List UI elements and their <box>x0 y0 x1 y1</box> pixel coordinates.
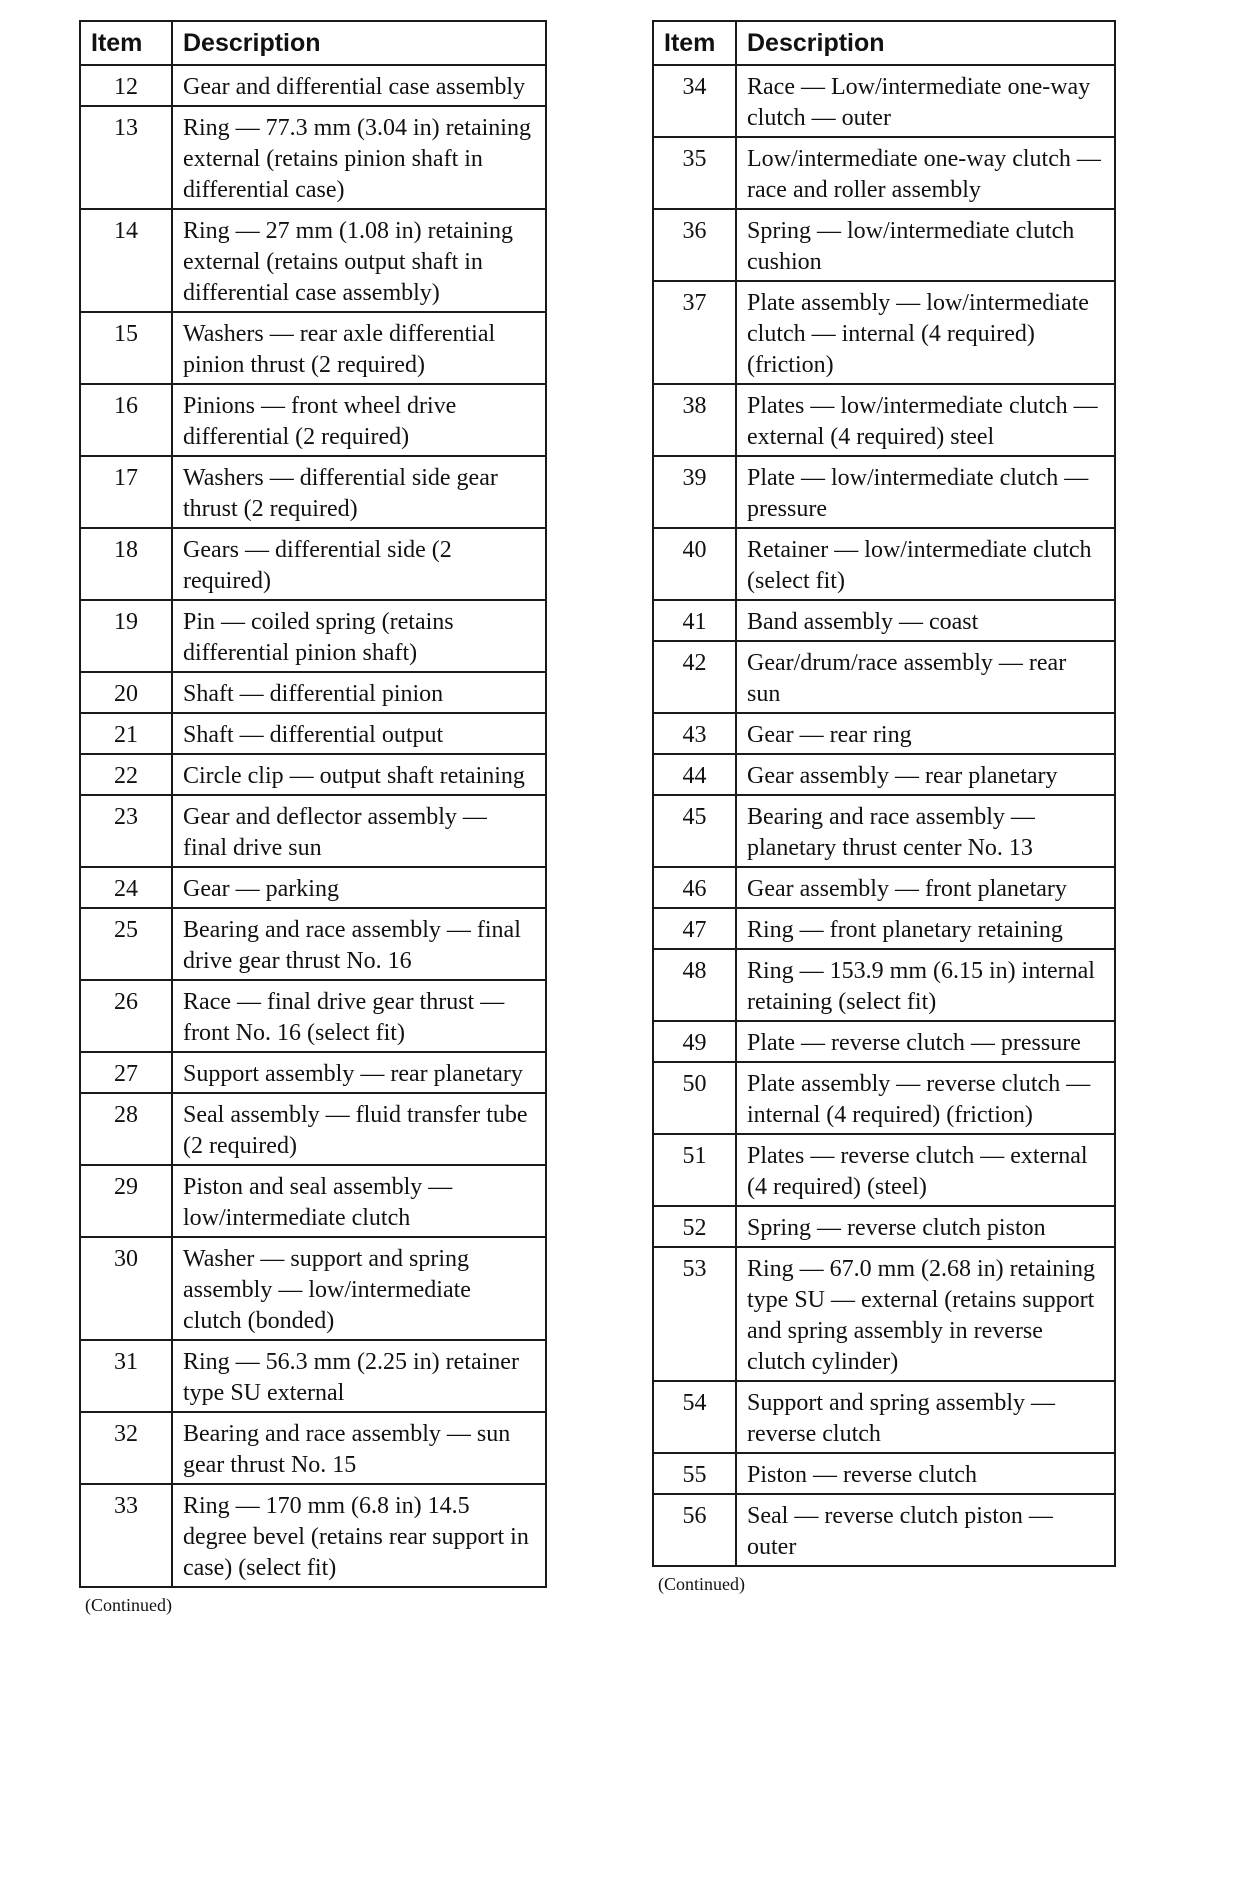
item-number: 41 <box>653 600 736 641</box>
item-description: Spring — reverse clutch piston <box>736 1206 1115 1247</box>
table-row <box>653 600 1115 641</box>
item-description: Seal assembly — fluid transfer tube (2 required) <box>172 1093 546 1165</box>
item-number: 33 <box>80 1484 172 1587</box>
item-number: 29 <box>80 1165 172 1237</box>
item-number: 46 <box>653 867 736 908</box>
item-number: 22 <box>80 754 172 795</box>
item-number: 26 <box>80 980 172 1052</box>
item-description: Bearing and race assembly — final drive gear thrust No. 16 <box>172 908 546 980</box>
item-number: 50 <box>653 1062 736 1134</box>
item-number: 51 <box>653 1134 736 1206</box>
item-number: 38 <box>653 384 736 456</box>
item-number: 17 <box>80 456 172 528</box>
table-header-row <box>80 21 546 65</box>
item-number: 55 <box>653 1453 736 1494</box>
item-number: 24 <box>80 867 172 908</box>
right-parts-table <box>652 20 1116 1567</box>
table-row <box>80 713 546 754</box>
item-description: Ring — 153.9 mm (6.15 in) internal retaining (select fit) <box>736 949 1115 1021</box>
table-row <box>80 1093 546 1165</box>
table-row <box>80 1340 546 1412</box>
table-row <box>653 1453 1115 1494</box>
table-row <box>653 281 1115 384</box>
table-row <box>653 1021 1115 1062</box>
table-row <box>653 384 1115 456</box>
item-number: 52 <box>653 1206 736 1247</box>
item-number: 49 <box>653 1021 736 1062</box>
item-number: 45 <box>653 795 736 867</box>
item-number: 34 <box>653 65 736 137</box>
item-description: Piston — reverse clutch <box>736 1453 1115 1494</box>
table-row <box>80 65 546 106</box>
item-number: 42 <box>653 641 736 713</box>
item-number: 13 <box>80 106 172 209</box>
right-table-body <box>653 65 1115 1566</box>
item-column-header: Item <box>653 21 736 65</box>
item-description: Shaft — differential output <box>172 713 546 754</box>
table-row <box>80 1165 546 1237</box>
item-description: Plates — low/intermediate clutch — external (4 required) steel <box>736 384 1115 456</box>
item-description: Pinions — front wheel drive differential (2 required) <box>172 384 546 456</box>
item-description: Washers — rear axle differential pinion thrust (2 required) <box>172 312 546 384</box>
item-description: Shaft — differential pinion <box>172 672 546 713</box>
item-description: Plate — low/intermediate clutch — pressure <box>736 456 1115 528</box>
item-description: Gear assembly — rear planetary <box>736 754 1115 795</box>
table-row <box>653 908 1115 949</box>
item-description: Plate assembly — reverse clutch — internal (4 required) (friction) <box>736 1062 1115 1134</box>
table-row <box>80 600 546 672</box>
item-number: 43 <box>653 713 736 754</box>
item-description: Ring — 27 mm (1.08 in) retaining external (retains output shaft in differential case assembly) <box>172 209 546 312</box>
table-row <box>653 65 1115 137</box>
item-description: Ring — 77.3 mm (3.04 in) retaining external (retains pinion shaft in differential case) <box>172 106 546 209</box>
item-description: Spring — low/intermediate clutch cushion <box>736 209 1115 281</box>
table-row <box>80 456 546 528</box>
item-description: Gear — parking <box>172 867 546 908</box>
item-number: 37 <box>653 281 736 384</box>
left-table-body <box>80 65 546 1587</box>
table-row <box>653 209 1115 281</box>
table-row <box>653 137 1115 209</box>
item-number: 27 <box>80 1052 172 1093</box>
item-number: 28 <box>80 1093 172 1165</box>
item-number: 19 <box>80 600 172 672</box>
item-column-header: Item <box>80 21 172 65</box>
item-description: Plate — reverse clutch — pressure <box>736 1021 1115 1062</box>
item-description: Support assembly — rear planetary <box>172 1052 546 1093</box>
item-description: Gears — differential side (2 required) <box>172 528 546 600</box>
item-description: Gear/drum/race assembly — rear sun <box>736 641 1115 713</box>
item-description: Band assembly — coast <box>736 600 1115 641</box>
table-row <box>653 1247 1115 1381</box>
table-row <box>653 1134 1115 1206</box>
item-number: 44 <box>653 754 736 795</box>
table-row <box>653 949 1115 1021</box>
item-number: 32 <box>80 1412 172 1484</box>
table-row <box>80 209 546 312</box>
table-row <box>80 1484 546 1587</box>
item-description: Washer — support and spring assembly — low/intermediate clutch (bonded) <box>172 1237 546 1340</box>
table-row <box>80 672 546 713</box>
item-number: 23 <box>80 795 172 867</box>
item-description: Plate assembly — low/intermediate clutch — internal (4 required) (friction) <box>736 281 1115 384</box>
item-description: Race — final drive gear thrust — front No. 16 (select fit) <box>172 980 546 1052</box>
table-row <box>80 1237 546 1340</box>
item-number: 25 <box>80 908 172 980</box>
item-number: 56 <box>653 1494 736 1566</box>
table-row <box>653 795 1115 867</box>
table-row <box>80 1412 546 1484</box>
item-description: Seal — reverse clutch piston — outer <box>736 1494 1115 1566</box>
item-description: Washers — differential side gear thrust (2 required) <box>172 456 546 528</box>
table-row <box>80 312 546 384</box>
item-number: 30 <box>80 1237 172 1340</box>
item-description: Ring — 170 mm (6.8 in) 14.5 degree bevel (retains rear support in case) (select fit) <box>172 1484 546 1587</box>
item-description: Ring — 56.3 mm (2.25 in) retainer type SU external <box>172 1340 546 1412</box>
table-row <box>80 754 546 795</box>
item-description: Ring — front planetary retaining <box>736 908 1115 949</box>
table-row <box>653 1494 1115 1566</box>
table-row <box>653 1206 1115 1247</box>
item-description: Piston and seal assembly — low/intermediate clutch <box>172 1165 546 1237</box>
table-header-row <box>653 21 1115 65</box>
table-row <box>80 384 546 456</box>
item-number: 15 <box>80 312 172 384</box>
item-number: 40 <box>653 528 736 600</box>
table-row <box>653 867 1115 908</box>
table-row <box>80 980 546 1052</box>
item-description: Gear and deflector assembly — final drive sun <box>172 795 546 867</box>
item-description: Gear and differential case assembly <box>172 65 546 106</box>
item-description: Pin — coiled spring (retains differential pinion shaft) <box>172 600 546 672</box>
table-row <box>653 528 1115 600</box>
continued-note-right: (Continued) <box>658 1574 745 1594</box>
table-row <box>653 456 1115 528</box>
item-description: Race — Low/intermediate one-way clutch — outer <box>736 65 1115 137</box>
table-row <box>80 106 546 209</box>
table-row <box>80 795 546 867</box>
description-column-header: Description <box>172 21 546 65</box>
item-number: 14 <box>80 209 172 312</box>
table-row <box>80 867 546 908</box>
item-description: Support and spring assembly — reverse clutch <box>736 1381 1115 1453</box>
table-row <box>653 754 1115 795</box>
table-row <box>653 641 1115 713</box>
item-number: 54 <box>653 1381 736 1453</box>
item-description: Gear assembly — front planetary <box>736 867 1115 908</box>
item-description: Circle clip — output shaft retaining <box>172 754 546 795</box>
item-description: Bearing and race assembly — sun gear thrust No. 15 <box>172 1412 546 1484</box>
item-number: 35 <box>653 137 736 209</box>
table-row <box>653 713 1115 754</box>
right-parts-column <box>652 20 1116 1595</box>
description-column-header: Description <box>736 21 1115 65</box>
table-row <box>80 908 546 980</box>
continued-note-left: (Continued) <box>85 1595 172 1615</box>
left-parts-column <box>79 20 547 1616</box>
item-number: 21 <box>80 713 172 754</box>
item-number: 48 <box>653 949 736 1021</box>
table-row <box>80 1052 546 1093</box>
item-number: 53 <box>653 1247 736 1381</box>
table-row <box>653 1381 1115 1453</box>
item-description: Gear — rear ring <box>736 713 1115 754</box>
item-description: Low/intermediate one-way clutch — race and roller assembly <box>736 137 1115 209</box>
item-number: 47 <box>653 908 736 949</box>
table-row <box>80 528 546 600</box>
table-row <box>653 1062 1115 1134</box>
left-parts-table <box>79 20 547 1588</box>
item-description: Bearing and race assembly — planetary thrust center No. 13 <box>736 795 1115 867</box>
item-number: 20 <box>80 672 172 713</box>
item-number: 39 <box>653 456 736 528</box>
item-description: Ring — 67.0 mm (2.68 in) retaining type SU — external (retains support and spring assembly in reverse clutch cylinder) <box>736 1247 1115 1381</box>
item-number: 18 <box>80 528 172 600</box>
item-number: 12 <box>80 65 172 106</box>
item-description: Retainer — low/intermediate clutch (select fit) <box>736 528 1115 600</box>
item-number: 16 <box>80 384 172 456</box>
item-number: 36 <box>653 209 736 281</box>
item-number: 31 <box>80 1340 172 1412</box>
item-description: Plates — reverse clutch — external (4 required) (steel) <box>736 1134 1115 1206</box>
